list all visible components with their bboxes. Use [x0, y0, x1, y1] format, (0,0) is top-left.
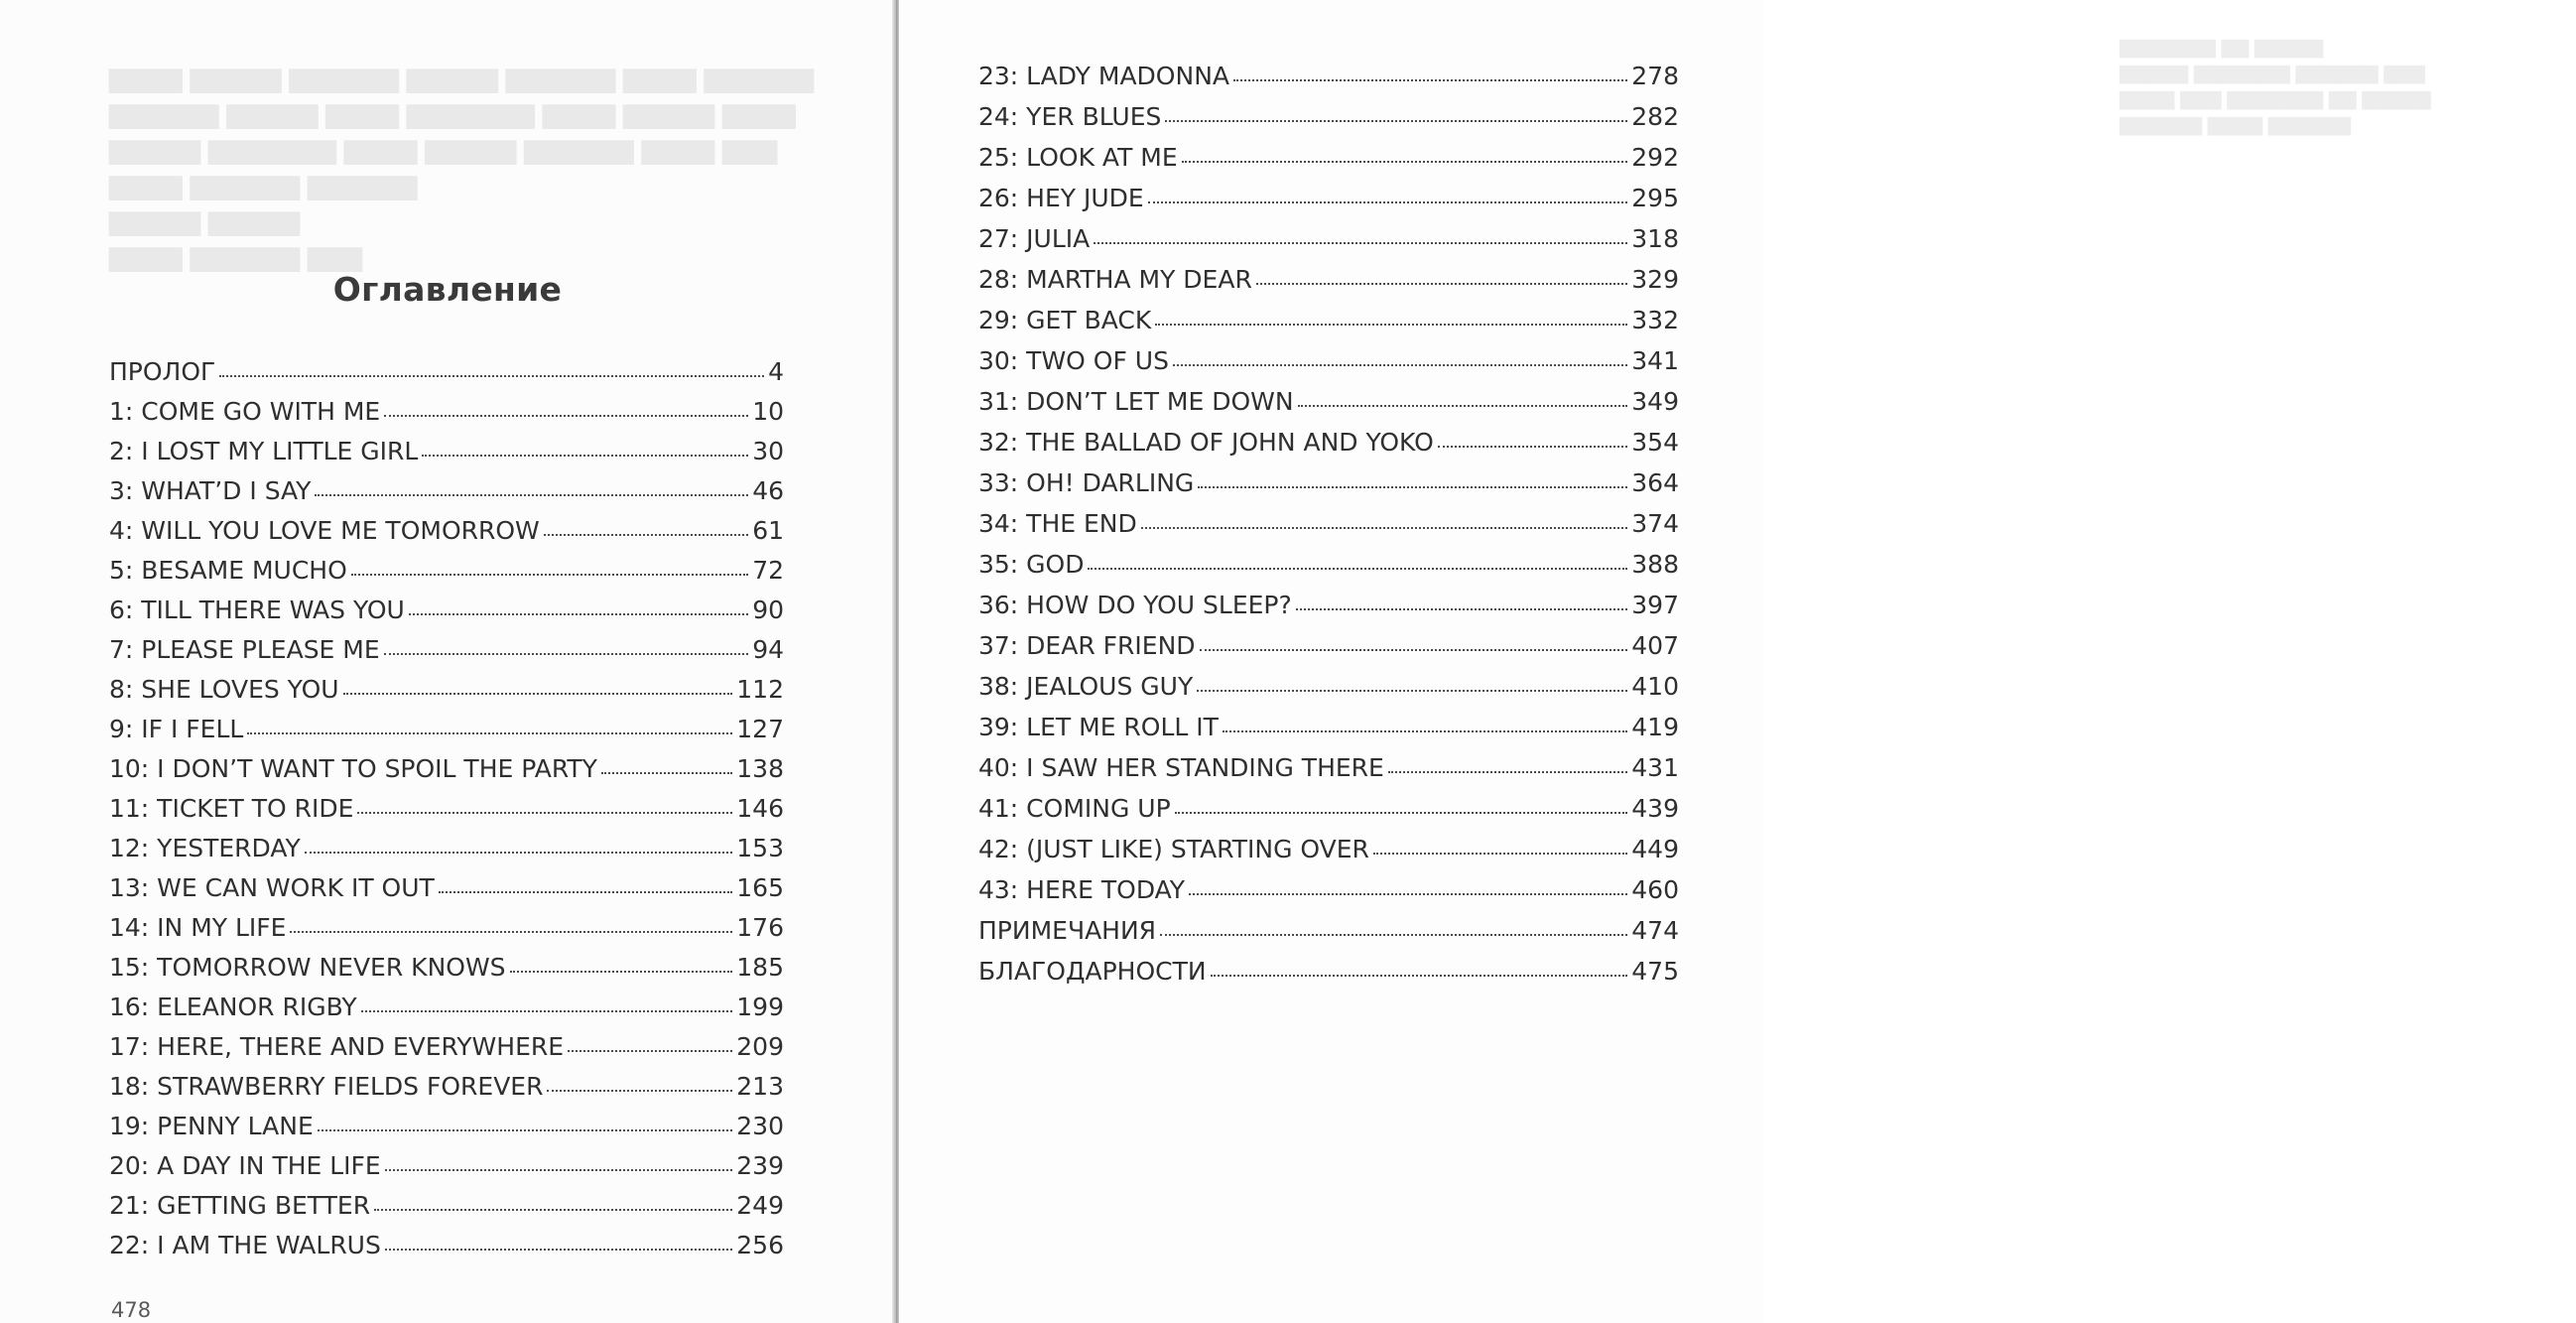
- toc-entry: [109, 476, 784, 516]
- toc-entry-page: 354: [1631, 428, 1679, 457]
- dot-leader: [1200, 649, 1628, 651]
- toc-entry-title: 32: THE BALLAD OF JOHN AND YOKO: [978, 428, 1434, 457]
- toc-entry: [978, 62, 1679, 102]
- toc-entry-title: 16: ELEANOR RIGBY: [109, 992, 357, 1021]
- dot-leader: [384, 415, 748, 417]
- toc-entry-title: 28: MARTHA MY DEAR: [978, 265, 1252, 294]
- toc-entry-title: 20: A DAY IN THE LIFE: [109, 1151, 381, 1180]
- toc-entry: [109, 834, 784, 873]
- toc-entry: [978, 713, 1679, 753]
- dot-leader: [1088, 568, 1627, 570]
- toc-entry-title: 24: YER BLUES: [978, 102, 1162, 131]
- toc-entry: [109, 1231, 784, 1270]
- dot-leader: [385, 1169, 733, 1171]
- toc-entry: [978, 224, 1679, 265]
- toc-entry: [109, 1191, 784, 1231]
- toc-entry-page: 449: [1631, 835, 1679, 863]
- toc-entry-page: 146: [736, 794, 784, 823]
- toc-entry: [978, 672, 1679, 713]
- toc-entry-page: 138: [736, 754, 784, 783]
- toc-entry: [109, 992, 784, 1032]
- dot-leader: [1388, 771, 1627, 773]
- toc-entry: [109, 794, 784, 834]
- toc-entry: [109, 1072, 784, 1112]
- dot-leader: [374, 1209, 732, 1211]
- dot-leader: [290, 931, 732, 933]
- toc-entry-page: 4: [768, 357, 784, 386]
- toc-entry: [109, 953, 784, 992]
- toc-entry-page: 439: [1631, 794, 1679, 823]
- dot-leader: [385, 1249, 732, 1251]
- toc-entry-page: 295: [1631, 184, 1679, 212]
- toc-entry-title: 2: I LOST MY LITTLE GIRL: [109, 437, 419, 465]
- toc-entry-title: 5: BESAME MUCHO: [109, 556, 347, 585]
- toc-entry-title: БЛАГОДАРНОСТИ: [978, 957, 1207, 986]
- page-number: 478: [111, 1298, 152, 1322]
- dot-leader: [219, 375, 764, 377]
- toc-entry-page: 153: [736, 834, 784, 862]
- toc-entry-page: 431: [1631, 753, 1679, 782]
- toc-entry: [109, 437, 784, 476]
- toc-entry: [978, 102, 1679, 143]
- toc-entry-title: 33: OH! DARLING: [978, 468, 1195, 497]
- toc-entry: [978, 143, 1679, 184]
- toc-entry-page: 364: [1631, 468, 1679, 497]
- toc-entry-title: 8: SHE LOVES YOU: [109, 675, 339, 704]
- toc-entry-title: 21: GETTING BETTER: [109, 1191, 371, 1220]
- toc-entry: [109, 715, 784, 754]
- toc-entry: [109, 873, 784, 913]
- dot-leader: [1160, 934, 1627, 936]
- toc-entry: [978, 835, 1679, 875]
- toc-entry-title: 40: I SAW HER STANDING THERE: [978, 753, 1384, 782]
- dot-leader: [1198, 486, 1627, 488]
- toc-entry-title: 43: HERE TODAY: [978, 875, 1186, 904]
- toc-entry-page: 341: [1631, 346, 1679, 375]
- toc-entry-page: 474: [1631, 916, 1679, 945]
- dot-leader: [510, 971, 733, 973]
- toc-entry-title: 19: PENNY LANE: [109, 1112, 314, 1140]
- dot-leader: [568, 1050, 732, 1052]
- toc-entry-title: 34: THE END: [978, 509, 1137, 538]
- toc-entry-page: 292: [1631, 143, 1679, 172]
- bleed-through-text: ▇▇▇▇▇▇▇ ▇▇ ▇▇▇▇▇ ▇▇▇▇▇ ▇▇▇▇▇▇▇ ▇▇▇▇▇▇ ▇▇▇ ▇▇▇▇ ▇▇▇ ▇▇▇▇▇▇▇ ▇▇ ▇▇▇▇▇ ▇▇▇▇▇▇ ▇▇▇▇ ▇▇▇▇▇▇: [2120, 38, 2431, 136]
- dot-leader: [247, 732, 732, 734]
- toc-entry-page: 30: [752, 437, 784, 465]
- toc-entry-page: 388: [1631, 550, 1679, 579]
- toc-entry-page: 199: [736, 992, 784, 1021]
- toc-entry: [109, 556, 784, 595]
- toc-entry-title: 39: LET ME ROLL IT: [978, 713, 1219, 741]
- toc-entry-page: 94: [752, 635, 784, 664]
- toc-entry-page: 256: [736, 1231, 784, 1259]
- dot-leader: [1298, 405, 1628, 407]
- dot-leader: [1182, 161, 1628, 163]
- toc-entry: [109, 913, 784, 953]
- toc-entry-page: 185: [736, 953, 784, 982]
- toc-entry-title: 30: TWO OF US: [978, 346, 1169, 375]
- dot-leader: [1438, 446, 1628, 448]
- toc-entry: [978, 550, 1679, 591]
- toc-entry: [978, 428, 1679, 468]
- toc-entry: [978, 387, 1679, 428]
- toc-entry-page: 332: [1631, 306, 1679, 334]
- toc-entry-page: 10: [752, 397, 784, 426]
- toc-entry-title: 1: COME GO WITH ME: [109, 397, 381, 426]
- toc-entry-title: 15: TOMORROW NEVER KNOWS: [109, 953, 506, 982]
- toc-entry-title: 13: WE CAN WORK IT OUT: [109, 873, 435, 902]
- dot-leader: [1165, 120, 1627, 122]
- dot-leader: [315, 494, 748, 496]
- toc-entry-title: 6: TILL THERE WAS YOU: [109, 595, 405, 624]
- dot-leader: [439, 891, 732, 893]
- toc-entry: [978, 265, 1679, 306]
- toc-entry-page: 230: [736, 1112, 784, 1140]
- toc-entry-page: 72: [752, 556, 784, 585]
- toc-entry-title: ПРОЛОГ: [109, 357, 216, 386]
- dot-leader: [1148, 201, 1628, 203]
- toc-entry: [109, 1112, 784, 1151]
- toc-entry-title: 27: JULIA: [978, 224, 1091, 253]
- toc-entry-page: 460: [1631, 875, 1679, 904]
- toc-list-left: [109, 357, 784, 1270]
- dot-leader: [544, 534, 748, 536]
- toc-entry: [109, 516, 784, 556]
- toc-entry: [109, 397, 784, 437]
- toc-entry: [109, 1151, 784, 1191]
- toc-entry-title: 10: I DON’T WANT TO SPOIL THE PARTY: [109, 754, 597, 783]
- toc-entry: [109, 635, 784, 675]
- dot-leader: [1223, 730, 1627, 732]
- toc-entry-title: 4: WILL YOU LOVE ME TOMORROW: [109, 516, 540, 545]
- toc-entry: [109, 595, 784, 635]
- toc-entry-title: 9: IF I FELL: [109, 715, 244, 743]
- toc-entry-title: 35: GOD: [978, 550, 1085, 579]
- toc-entry-title: 17: HERE, THERE AND EVERYWHERE: [109, 1032, 565, 1061]
- toc-entry-page: 407: [1631, 631, 1679, 660]
- toc-entry-page: 239: [736, 1151, 784, 1180]
- toc-entry-page: 176: [736, 913, 784, 942]
- toc-entry-title: 29: GET BACK: [978, 306, 1152, 334]
- toc-entry-page: 46: [752, 476, 784, 505]
- right-page: [899, 0, 2431, 1323]
- dot-leader: [547, 1090, 732, 1092]
- toc-entry-title: 31: DON’T LET ME DOWN: [978, 387, 1294, 416]
- toc-entry-title: 36: HOW DO YOU SLEEP?: [978, 591, 1292, 619]
- toc-entry: [978, 591, 1679, 631]
- toc-entry-title: ПРИМЕЧАНИЯ: [978, 916, 1157, 945]
- dot-leader: [384, 653, 749, 655]
- toc-entry-page: 213: [736, 1072, 784, 1101]
- toc-entry-page: 419: [1631, 713, 1679, 741]
- dot-leader: [1094, 242, 1627, 244]
- dot-leader: [1175, 812, 1628, 814]
- dot-leader: [343, 693, 733, 695]
- toc-entry-page: 282: [1631, 102, 1679, 131]
- dot-leader: [1141, 527, 1628, 529]
- toc-entry-page: 318: [1631, 224, 1679, 253]
- toc-entry-title: 25: LOOK AT ME: [978, 143, 1178, 172]
- toc-entry: [109, 357, 784, 397]
- dot-leader: [1373, 853, 1627, 855]
- dot-leader: [1296, 608, 1628, 610]
- toc-entry: [978, 794, 1679, 835]
- toc-entry-page: 61: [752, 516, 784, 545]
- toc-entry-page: 349: [1631, 387, 1679, 416]
- toc-entry-title: 14: IN MY LIFE: [109, 913, 287, 942]
- bleed-through-text: ▇▇▇▇ ▇▇▇▇▇ ▇▇▇▇▇▇ ▇▇▇▇▇ ▇▇▇▇▇▇ ▇▇▇▇ ▇▇▇▇▇▇ ▇▇▇▇▇▇ ▇▇▇▇▇ ▇▇▇▇ ▇▇▇▇▇▇▇ ▇▇▇▇ ▇▇▇▇▇ ▇▇▇▇ ▇▇▇▇▇ ▇▇▇▇▇▇▇ ▇▇▇▇ ▇▇▇▇▇ ▇▇▇▇▇▇ ▇▇▇▇ ▇▇▇ ▇▇▇▇ ▇▇▇▇▇▇ ▇▇▇▇▇▇ ▇▇▇▇▇ ▇▇▇▇▇ ▇▇▇▇ ▇▇▇▇▇▇ ▇▇▇: [109, 66, 815, 272]
- toc-entry-page: 329: [1631, 265, 1679, 294]
- toc-entry: [978, 306, 1679, 346]
- toc-entry-page: 112: [736, 675, 784, 704]
- toc-entry: [978, 753, 1679, 794]
- toc-entry-page: 127: [736, 715, 784, 743]
- dot-leader: [305, 852, 732, 854]
- toc-entry: [978, 957, 1679, 997]
- dot-leader: [361, 1010, 733, 1012]
- toc-entry-title: 26: HEY JUDE: [978, 184, 1144, 212]
- dot-leader: [318, 1129, 733, 1131]
- toc-entry-page: 209: [736, 1032, 784, 1061]
- dot-leader: [351, 574, 748, 576]
- toc-entry-title: 12: YESTERDAY: [109, 834, 301, 862]
- toc-entry-page: 374: [1631, 509, 1679, 538]
- toc-entry-title: 11: TICKET TO RIDE: [109, 794, 354, 823]
- toc-entry-page: 249: [736, 1191, 784, 1220]
- dot-leader: [409, 613, 748, 615]
- toc-entry: [109, 1032, 784, 1072]
- left-page: [0, 0, 895, 1323]
- toc-entry-title: 7: PLEASE PLEASE ME: [109, 635, 380, 664]
- dot-leader: [357, 812, 732, 814]
- toc-entry-title: 23: LADY MADONNA: [978, 62, 1229, 90]
- dot-leader: [1211, 975, 1628, 977]
- toc-entry-page: 410: [1631, 672, 1679, 701]
- toc-list-right: [978, 62, 1679, 997]
- dot-leader: [1155, 324, 1627, 326]
- toc-entry-page: 90: [752, 595, 784, 624]
- toc-entry-title: 38: JEALOUS GUY: [978, 672, 1194, 701]
- toc-entry-title: 3: WHAT’D I SAY: [109, 476, 312, 505]
- dot-leader: [601, 772, 732, 774]
- dot-leader: [422, 455, 748, 457]
- dot-leader: [1173, 364, 1627, 366]
- toc-entry-title: 18: STRAWBERRY FIELDS FOREVER: [109, 1072, 544, 1101]
- toc-entry-page: 475: [1631, 957, 1679, 986]
- toc-entry: [978, 875, 1679, 916]
- toc-entry: [978, 468, 1679, 509]
- dot-leader: [1189, 893, 1627, 895]
- toc-entry: [978, 631, 1679, 672]
- toc-entry: [978, 509, 1679, 550]
- toc-entry-title: 42: (JUST LIKE) STARTING OVER: [978, 835, 1369, 863]
- toc-entry: [109, 754, 784, 794]
- toc-entry-page: 165: [736, 873, 784, 902]
- dot-leader: [1233, 79, 1627, 81]
- toc-entry: [109, 675, 784, 715]
- toc-entry-page: 397: [1631, 591, 1679, 619]
- toc-entry-title: 41: COMING UP: [978, 794, 1171, 823]
- toc-entry: [978, 346, 1679, 387]
- dot-leader: [1256, 283, 1627, 285]
- toc-entry-title: 37: DEAR FRIEND: [978, 631, 1196, 660]
- toc-entry-page: 278: [1631, 62, 1679, 90]
- toc-entry: [978, 916, 1679, 957]
- toc-heading: Оглавление: [332, 270, 563, 309]
- toc-entry-title: 22: I AM THE WALRUS: [109, 1231, 381, 1259]
- dot-leader: [1197, 690, 1627, 692]
- toc-entry: [978, 184, 1679, 224]
